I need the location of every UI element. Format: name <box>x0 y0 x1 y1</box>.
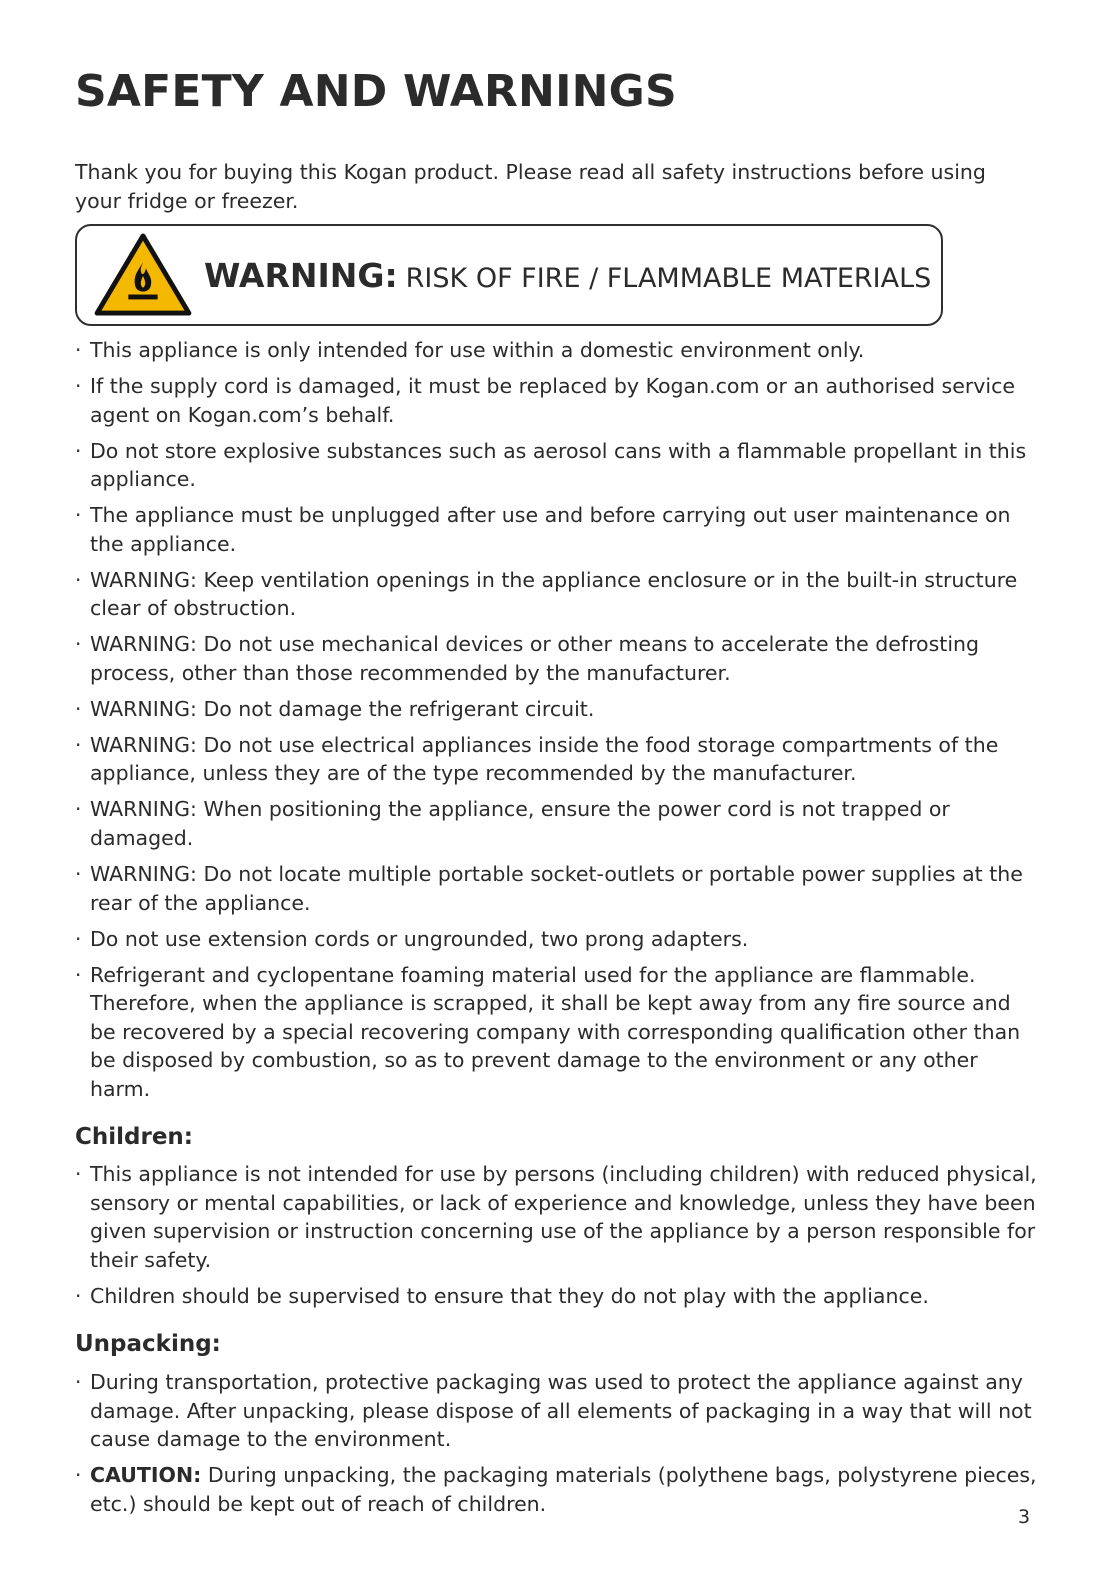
warning-box <box>75 224 943 326</box>
bullet: · <box>75 1162 82 1186</box>
bullet: · <box>75 567 82 592</box>
children-heading: Children: <box>75 1124 193 1150</box>
list-item: · If the supply cord is damaged, it must be replaced by Kogan.com or an authorised service agent on Kogan.com’s behalf. <box>75 373 1015 427</box>
intro-paragraph: Thank you for buying this Kogan product. Please read all safety instructions before using your fridge or freezer. <box>75 160 986 213</box>
bullet: · <box>75 926 82 951</box>
list-item: · WARNING: Do not use electrical appliances inside the food storage compartments of the appliance, unless they are of the type recommended by the manufacturer. <box>75 732 999 786</box>
bullet: · <box>75 962 82 987</box>
list-item: · During transportation, protective packaging was used to protect the appliance against any damage. After unpacking, please dispose of all elements of packaging in a way that will not cause damage to the environment. <box>75 1370 1032 1452</box>
flammable-warning-sign-icon <box>94 233 192 317</box>
bullet: · <box>75 438 82 463</box>
list-item: · Do not use extension cords or ungrounded, two prong adapters. <box>75 925 1040 954</box>
list-item: · This appliance is not intended for use by persons (including children) with reduced physical, sensory or mental capabilities, or lack of experience and knowledge, unless they have been given supervision or instruction concerning use of the appliance by a person responsible for their safety. <box>75 1162 1037 1272</box>
list-item: · WARNING: Keep ventilation openings in the appliance enclosure or in the built-in structure clear of obstruction. <box>75 567 1018 621</box>
safety-list <box>75 336 1040 1111</box>
bullet: · <box>75 1463 82 1488</box>
list-item: · Refrigerant and cyclopentane foaming material used for the appliance are flammable. Therefore, when the appliance is scrapped, it shall be kept away from any fire source and be recovered by a special recovering company with corresponding qualification other than be disposed by combustion, so as to prevent damage to the environment or any other harm. <box>75 962 1021 1101</box>
list-item: · WARNING: Do not use mechanical devices or other means to accelerate the defrosting process, other than those recommended by the manufacturer. <box>75 632 980 685</box>
warning-label: WARNING: <box>204 255 398 295</box>
bullet: · <box>75 732 82 757</box>
list-item: · Children should be supervised to ensure that they do not play with the appliance. <box>75 1282 1040 1311</box>
bullet: · <box>75 862 82 887</box>
list-item: · WARNING: Do not damage the refrigerant circuit. <box>75 695 1040 724</box>
warning-heading <box>204 256 931 295</box>
list-item: · WARNING: Do not locate multiple portable socket-outlets or portable power supplies at the rear of the appliance. <box>75 862 1023 915</box>
caution-text: During unpacking, the packaging materials (polythene bags, polystyrene pieces, etc.) should be kept out of reach of children. <box>90 1463 1037 1516</box>
caution-label: CAUTION: <box>90 1463 202 1488</box>
bullet: · <box>75 696 82 721</box>
unpacking-list <box>75 1368 1040 1526</box>
page-title: SAFETY AND WARNINGS <box>75 66 677 117</box>
bullet: · <box>75 1283 82 1308</box>
warning-description: RISK OF FIRE / FLAMMABLE MATERIALS <box>405 262 932 294</box>
list-item: · Do not store explosive substances such as aerosol cans with a flammable propellant in this appliance. <box>75 438 1027 492</box>
list-item: · The appliance must be unplugged after use and before carrying out user maintenance on the appliance. <box>75 503 1011 556</box>
bullet: · <box>75 632 82 657</box>
bullet: · <box>75 373 82 398</box>
list-item <box>75 1461 1040 1518</box>
page-number: 3 <box>1018 1506 1031 1528</box>
list-item: · WARNING: When positioning the appliance, ensure the power cord is not trapped or damaged. <box>75 797 950 851</box>
unpacking-heading: Unpacking: <box>75 1331 221 1357</box>
bullet: · <box>75 338 82 362</box>
list-item: · This appliance is only intended for use within a domestic environment only. <box>75 336 1040 365</box>
bullet: · <box>75 797 82 822</box>
bullet: · <box>75 503 82 528</box>
children-list <box>75 1160 1040 1318</box>
bullet: · <box>75 1370 82 1394</box>
